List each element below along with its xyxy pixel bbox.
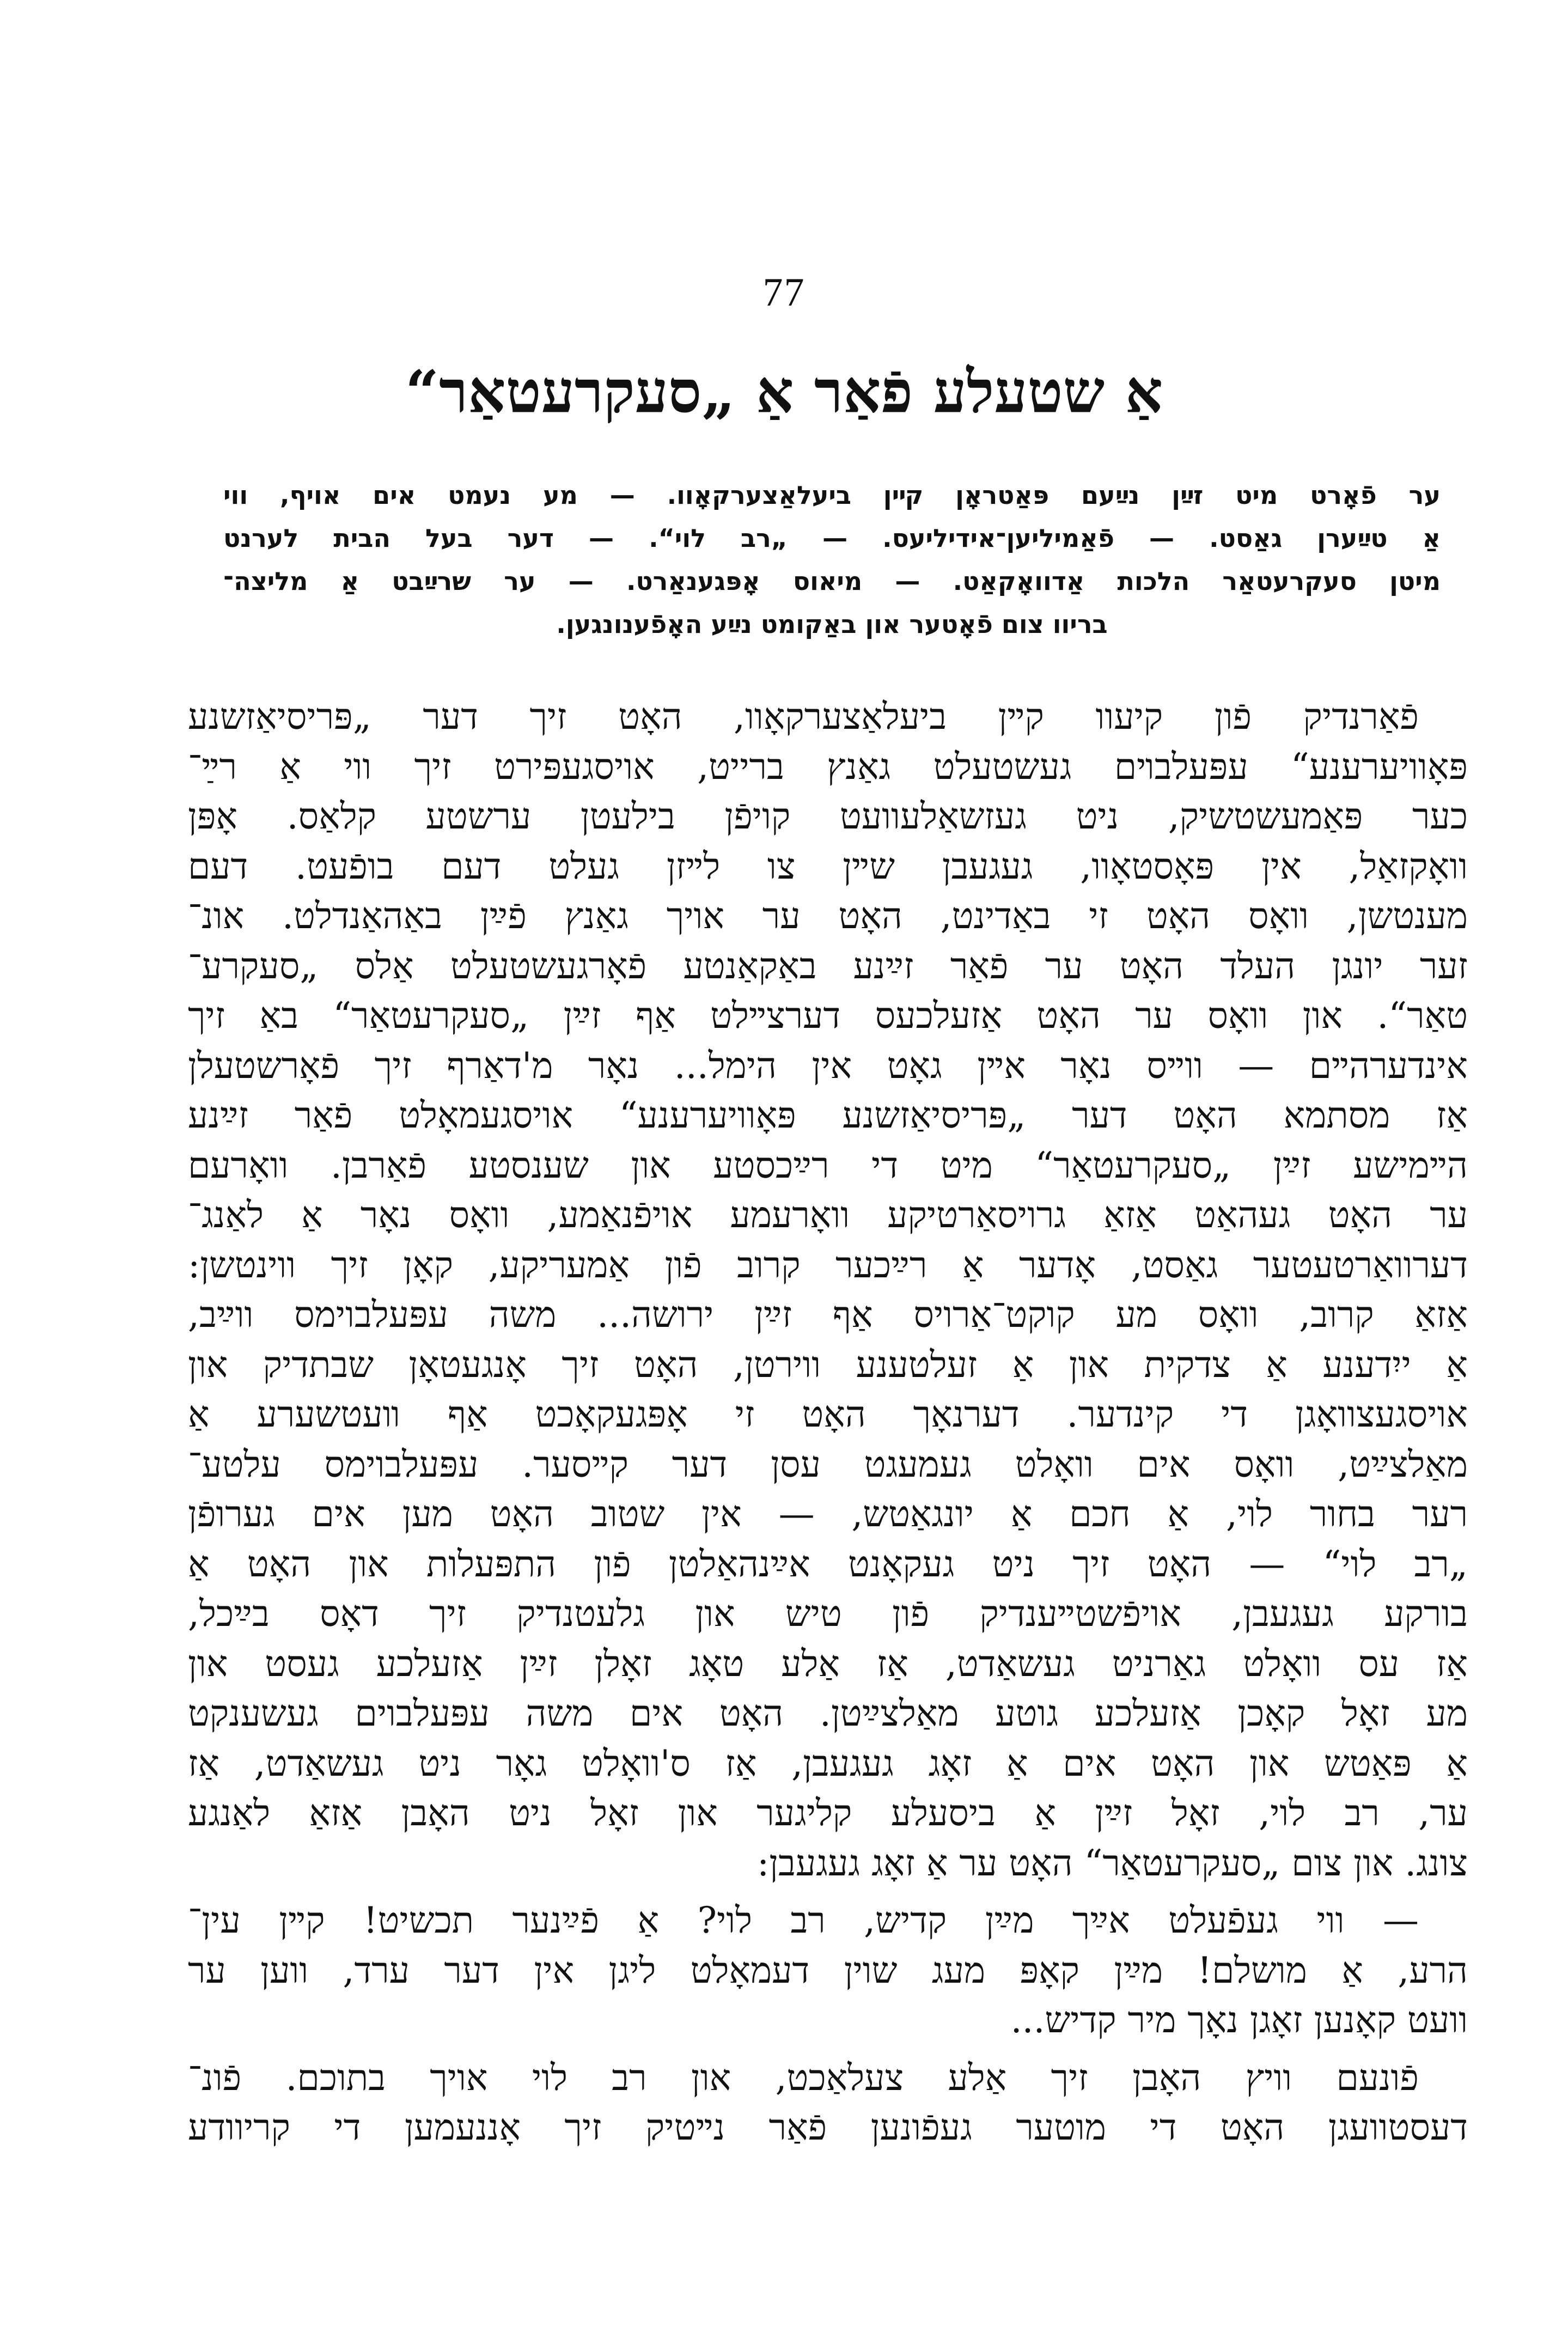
text-line: אַ ייִדענע אַ צדקית און אַ זעלטענע ווירטן, האָט זיך אָנגעטאָן שבתדיק און [188, 1343, 1468, 1386]
text-line: דעסטוועגן האָט די מוטער געפֿונען פֿאַר נײטיק זיך אָננעמען די קריוודע [188, 2106, 1468, 2148]
text-line: הרע, אַ מושלם! מײַן קאָפּ מעג שוין דעמאָלט ליגן אין דער ערד, ווען ער [188, 1949, 1468, 1991]
text-line: מאַלצײַט, וואָס אים וואָלט געמעגט עסן דער קײסער. עפּעלבוימס עלטע־ [188, 1443, 1468, 1485]
text-line: „רב לוי“ — האָט זיך ניט געקאָנט אײַנהאַלטן פֿון התפּעלות און האָט אַ [188, 1543, 1468, 1585]
synopsis-line: אַ טײַערן גאַסט. — פֿאַמיליען־אידיליעס. — „רב לוי“. — דער בעל הבית לערנט [223, 523, 1441, 553]
text-line: מע זאָל קאָכן אַזעלכע גוטע מאַלצײַטן. האָט אים משה עפּעלבוים געשענקט [188, 1692, 1468, 1734]
synopsis-line: בריוו צום פֿאָטער און באַקומט נײַע האָפֿענונגען. [556, 610, 1108, 639]
text-line: ער האָט געהאַט אַזאַ גרויסאַרטיקע וואָרעמע אויפֿנאַמע, וואָס נאָר אַ לאַנג־ [188, 1194, 1468, 1236]
text-line: ער, רב לוי, זאָל זײַן אַ ביסעלע קליגער און זאָל ניט האָבן אַזאַ לאַנגע [188, 1792, 1468, 1834]
text-line: — ווי געפֿעלט אײַך מײַן קדיש, רב לוי? אַ פֿײַנער תכשיט! קײן עין־ [188, 1899, 1419, 1941]
synopsis-line: ער פֿאָרט מיט זײַן נײַעם פּאַטראָן קײן ביעלאַצערקאָוו. — מע נעמט אים אויף, ווי [223, 480, 1441, 510]
text-line: וועט קאָנען זאָגן נאָך מיר קדיש... [1010, 1999, 1468, 2041]
page-number: 77 [762, 270, 806, 315]
text-line: פֿונעם וויץ האָבן זיך אַלע צעלאַכט, און רב לוי אויך בתוכם. פֿונ־ [188, 2056, 1419, 2099]
paragraph-gap [188, 1888, 1468, 1896]
text-line: הײמישע זײַן „סעקרעטאַר“ מיט די רײַכסטע און שענסטע פֿאַרבן. וואָרעם [188, 1144, 1468, 1186]
text-line: בורקע געגעבן, אויפֿשטײענדיק פֿון טיש און גלעטנדיק זיך דאָס בײַכל, [188, 1593, 1468, 1635]
chapter-synopsis [223, 474, 1441, 646]
synopsis-line: מיטן סעקרעטאַר הלכות אַדוואָקאַט. — מיאוס אָפּגענאַרט. — ער שרײַבט אַ מליצה־ [223, 566, 1441, 596]
body-text [188, 692, 1468, 2153]
text-line: אינדערהײם — ווײס נאָר אײן גאָט אין הימל... נאָר מ'דאַרף זיך פֿאָרשטעלן [188, 1044, 1468, 1087]
paragraph-gap [188, 2045, 1468, 2053]
text-line: טאַר“. און וואָס ער האָט אַזעלכעס דערצײלט אַף זײַן „סעקרעטאַר“ באַ זיך [188, 995, 1468, 1037]
text-line: אויסגעצוואָגן די קינדער. דערנאָך האָט זי אָפּגעקאָכט אַף װעטשערע אַ [188, 1393, 1468, 1435]
text-line: פּאָוויערענע“ עפּעלבױם געשטעלט גאַנץ ברייט, אויסגעפּירט זיך ווי אַ רײַ־ [188, 745, 1468, 788]
text-line: זער יונגן העלד האָט ער פֿאַר זײַנע באַקאַנטע פֿאָרגעשטעלט אַלס „סעקרע־ [188, 945, 1468, 987]
text-line: אַזאַ קרוב, וואָס מע קוקט־אַרויס אַף זײַן ירושה... משה עפּעלבוימס ווײַב, [188, 1294, 1468, 1336]
text-line: אַ פּאַטש און האָט אים אַ זאָג געגעבן, אַז ס'וואָלט גאָר ניט געשאַדט, אַז [188, 1742, 1468, 1784]
text-line: אַז עס וואָלט גאַרניט געשאַדט, אַז אַלע טאָג זאָלן זײַן אַזעלכע געסט און [188, 1642, 1468, 1685]
text-line: מענטשן, וואָס האָט זי באַדינט, האָט ער אויך גאַנץ פֿײַן באַהאַנדלט. אונ־ [188, 895, 1468, 937]
text-line: צונג. און צום „סעקרעטאַר“ האָט ער אַ זאָג געגעבן: [756, 1842, 1468, 1884]
text-line: דערוואַרטעטער גאַסט, אָדער אַ רײַכער קרוב פֿון אַמעריקע, קאָן זיך ווינטשן: [188, 1244, 1468, 1286]
text-line: וואָקזאַל, אין פּאָסטאָוו, געגעבן שײן צו לײזן געלט דעם בופֿעט. דעם [188, 845, 1468, 887]
text-line: רער בחור לוי, אַ חכם אַ יונגאַטש, — אין שטוב האָט מען אים גערופֿן [188, 1493, 1468, 1535]
text-line: פֿאַרנדיק פֿון קיעוו קײן ביעלאַצערקאָוו, האָט זיך דער „פּריסיאַזשנע [188, 696, 1419, 738]
text-line: כער פּאַמעשטשיק, ניט געזשאַלעוועט קויפֿן בילעטן ערשטע קלאַס. אָפּן [188, 795, 1468, 837]
chapter-title: אַ שטעלע פֿאַר אַ „סעקרעטאַר“ [405, 358, 1163, 426]
text-line: אַז מסתמא האָט דער „פּריסיאַזשנע פּאָוויערענע“ אויסגעמאָלט פֿאַר זײַנע [188, 1094, 1468, 1136]
